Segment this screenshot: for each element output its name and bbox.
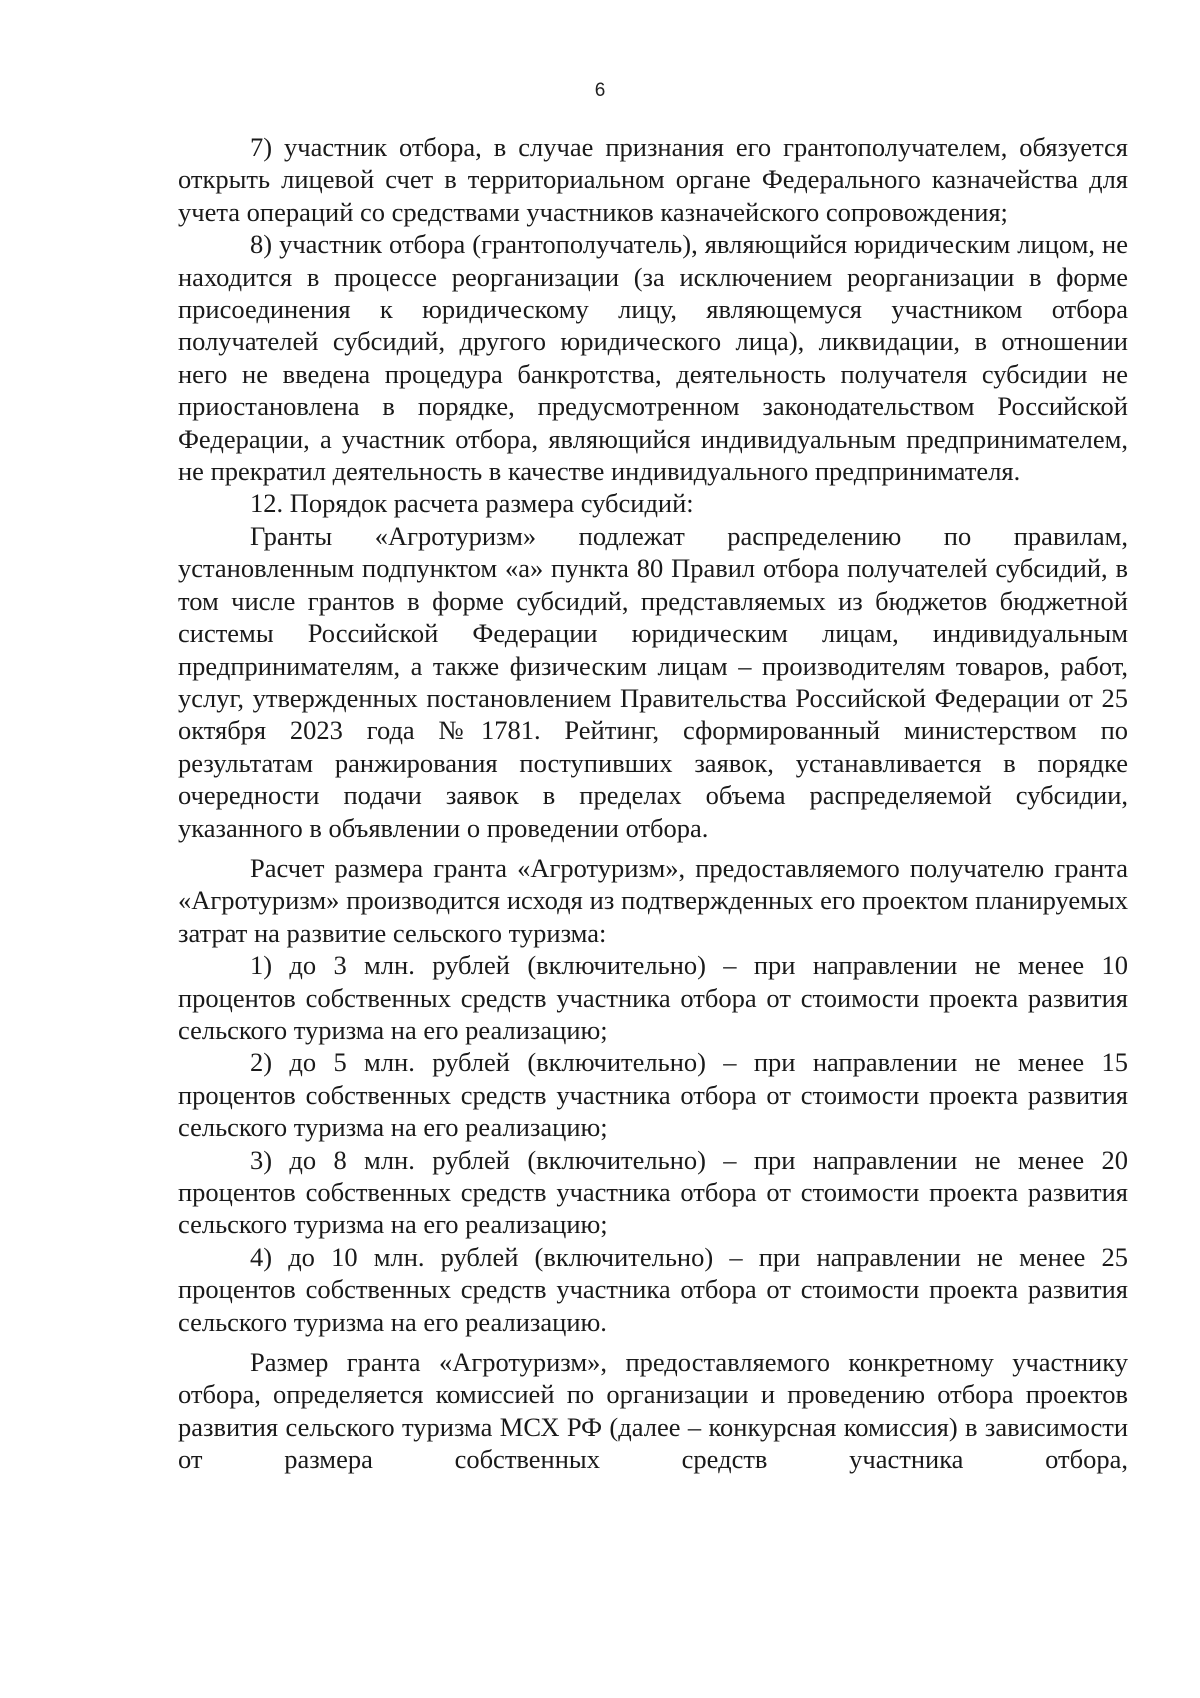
document-body	[178, 131, 1128, 1476]
paragraph-grant-size: Размер гранта «Агротуризм», предоставляемого конкретному участнику отбора, определяется комиссией по организации и проведению отбора проектов развития сельского туризма МСХ РФ (далее – конкурсная комиссия) в зависимости от размера собственных средств участника отбора,	[178, 1347, 1128, 1475]
list-item-4: 4) до 10 млн. рублей (включительно) – при направлении не менее 25 процентов собственных средств участника отбора от стоимости проекта развития сельского туризма на его реализацию.	[178, 1241, 1128, 1337]
paragraph-item-8: 8) участник отбора (грантополучатель), являющийся юридическим лицом, не находится в процессе реорганизации (за исключением реорганизации в форме присоединения к юридическому лицу, являющемуся участником отбора получателей субсидий, другого юридического лица), ликвидации, в отношении него не введена процедура банкротства, деятельность получателя субсидии не приостановлена в порядке, предусмотренном законодательством Российской Федерации, а участник отбора, являющийся индивидуальным предпринимателем, не прекратил деятельность в качестве индивидуального предпринимателя.	[178, 229, 1128, 487]
paragraph-item-7: 7) участник отбора, в случае признания его грантополучателем, обязуется открыть лицевой счет в территориальном органе Федерального казначейства для учета операций со средствами участников казначейского сопровождения;	[178, 132, 1128, 227]
paragraph-grant-calculation: Расчет размера гранта «Агротуризм», предоставляемого получателю гранта «Агротуризм» производится исходя из подтвержденных его проектом планируемых затрат на развитие сельского туризма:	[178, 852, 1128, 948]
list-item-3: 3) до 8 млн. рублей (включительно) – при направлении не менее 20 процентов собственных средств участника отбора от стоимости проекта развития сельского туризма на его реализацию;	[178, 1144, 1128, 1240]
paragraph-grants-distribution: Гранты «Агротуризм» подлежат распределению по правилам, установленным подпунктом «а» пункта 80 Правил отбора получателей субсидий, в том числе грантов в форме субсидий, представляемых из бюджетов бюджетной системы Российской Федерации юридическим лицам, индивидуальным предпринимателям, а также физическим лицам – производителям товаров, работ, услуг, утвержденных постановлением Правительства Российской Федерации от 25 октября 2023 года №1781. Рейтинг, сформированный министерством по результатам ранжирования поступивших заявок, устанавливается в порядке очередности подачи заявок в пределах объема распределяемой субсидии, указанного в объявлении о проведении отбора.	[178, 520, 1128, 843]
list-item-1: 1) до 3 млн. рублей (включительно) – при направлении не менее 10 процентов собственных средств участника отбора от стоимости проекта развития сельского туризма на его реализацию;	[178, 950, 1128, 1045]
list-item-2: 2) до 5 млн. рублей (включительно) – при направлении не менее 15 процентов собственных средств участника отбора от стоимости проекта развития сельского туризма на его реализацию;	[178, 1047, 1128, 1143]
page-number: 6	[594, 80, 606, 101]
section-heading-12: 12. Порядок расчета размера субсидий:	[250, 488, 694, 519]
